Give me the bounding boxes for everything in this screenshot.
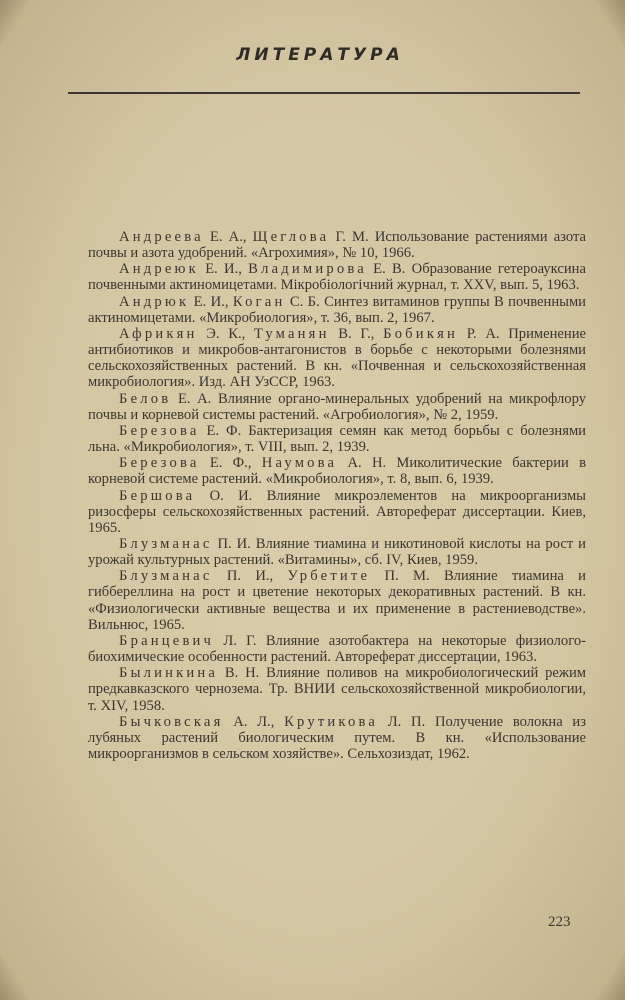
reference-entry xyxy=(88,665,586,713)
author-surname: Андреева xyxy=(119,229,204,245)
reference-text: Влияние органо-минеральных удобрений на микрофлору почвы и корневой системы растений. «Агробиология», № 2, 1959. xyxy=(88,390,586,423)
reference-entry xyxy=(88,229,586,261)
reference-entry xyxy=(88,568,586,633)
reference-text: Использование растениями азота почвы и азота удобрений. «Агрохимия», № 10, 1966. xyxy=(88,229,586,262)
reference-text: Влияние тиамина и гиббереллина на рост и цветение некоторых декоративных растений. В кн. «Физиологически активные вещества и их применение в растениеводстве». Вильнюс, 1965. xyxy=(88,568,586,633)
reference-text: Бактеризация семян как метод борьбы с болезнями льна. «Микробиология», т. VIII, вып. 2, 1939. xyxy=(88,422,586,456)
reference-entry xyxy=(88,455,586,487)
author-surname: Бранцевич xyxy=(119,632,215,649)
reference-text: Влияние азотобактера на некоторые физиолого-биохимические особенности растений. Автореферат диссертации, 1963. xyxy=(88,632,586,666)
author-initials: П. И., xyxy=(226,568,274,585)
author-initials: Е. А., xyxy=(209,229,247,245)
author-surname: Коган xyxy=(232,293,286,310)
author-surname: Владимирова xyxy=(248,261,367,278)
author-surname: Блузманас xyxy=(119,568,213,585)
reference-text: Миколитические бактерии в корневой системе растений. «Микробиология», т. 8, вып. 6, 1939. xyxy=(88,455,586,488)
author-initials: П. М. xyxy=(384,568,430,585)
author-surname: Туманян xyxy=(253,325,330,342)
reference-text: Влияние тиамина и никотиновой кислоты на рост и урожай культурных растений. «Витамины», сб. IV, Киев, 1959. xyxy=(88,535,586,569)
reference-text: Образование гетероауксина почвенными актиномицетами. Мікробіологічний журнал, т. XXV, вып. 5, 1963. xyxy=(88,261,586,294)
author-initials: А. Н. xyxy=(347,455,387,472)
author-initials: Е. И., xyxy=(193,293,229,310)
reference-text: Влияние поливов на микробиологический режим предкавказского чернозема. Тр. ВНИИ сельскохозяйственной микробиологии, т. XIV, 1958. xyxy=(88,665,587,714)
reference-text: Синтез витаминов группы В почвенными актиномицетами. «Микробиология», т. 36, вып. 2, 1967. xyxy=(88,293,586,326)
author-initials: Л. Г. xyxy=(223,632,257,649)
author-surname: Березова xyxy=(119,422,200,439)
author-initials: Е. Ф., xyxy=(209,455,252,472)
author-surname: Блузманас xyxy=(119,535,213,552)
author-surname: Андрюк xyxy=(119,293,190,310)
author-initials: Е. И., xyxy=(205,261,242,278)
author-surname: Бершова xyxy=(119,487,196,504)
author-surname: Былинкина xyxy=(119,665,219,682)
author-surname: Наумова xyxy=(261,455,338,472)
author-initials: П. И. xyxy=(217,535,251,552)
author-initials: Л. П. xyxy=(387,713,426,730)
reference-entry xyxy=(88,488,586,536)
reference-entry xyxy=(88,714,586,762)
author-surname: Андреюк xyxy=(119,261,199,278)
author-initials: А. Л., xyxy=(233,713,275,730)
author-surname: Березова xyxy=(119,455,200,472)
reference-entry xyxy=(88,391,586,423)
reference-entry xyxy=(88,326,586,391)
reference-text: Получение волокна из лубяных растений биологическим путем. В кн. «Использование микроорганизмов в сельском хозяйстве». Сельхозиздат, 1962. xyxy=(88,713,586,762)
author-surname: Белов xyxy=(119,390,172,407)
author-initials: В. Н. xyxy=(224,665,260,682)
author-initials: В. Г., xyxy=(338,325,375,342)
author-surname: Щеглова xyxy=(252,229,330,245)
author-surname: Бычковская xyxy=(119,713,224,730)
header-rule xyxy=(68,92,580,94)
author-surname: Африкян xyxy=(119,325,198,342)
author-initials: Е. Ф. xyxy=(206,422,242,439)
reference-entry xyxy=(88,261,586,293)
author-surname: Крутикова xyxy=(284,713,379,730)
author-initials: Р. А. xyxy=(466,325,500,342)
page-title: ЛИТЕРАТУРА xyxy=(236,45,404,65)
reference-entry xyxy=(88,536,586,568)
author-initials: С. Б. xyxy=(289,293,320,310)
author-initials: О. И. xyxy=(209,487,253,504)
reference-entry xyxy=(88,633,586,665)
reference-text: Применение антибиотиков и микробов-антагонистов в борьбе с некоторыми болезнями сельскохозяйственных растений. В кн. «Почвенная и сельскохозяйственная микробиология». Изд. АН УзССР, 1963. xyxy=(88,325,586,391)
author-initials: Э. К., xyxy=(206,325,246,342)
reference-text: Влияние микроэлементов на микроорганизмы ризосферы сельскохозяйственных растений. Автореферат диссертации. Киев, 1965. xyxy=(88,487,586,536)
author-surname: Бобикян xyxy=(383,325,459,342)
reference-entry xyxy=(88,294,586,326)
author-initials: Е. В. xyxy=(373,261,406,278)
reference-list xyxy=(88,229,586,762)
author-initials: Е. А. xyxy=(177,390,212,407)
author-initials: Г. М. xyxy=(335,229,369,245)
page-number: 223 xyxy=(548,914,571,930)
author-surname: Урбетите xyxy=(287,568,371,585)
reference-entry xyxy=(88,423,586,455)
